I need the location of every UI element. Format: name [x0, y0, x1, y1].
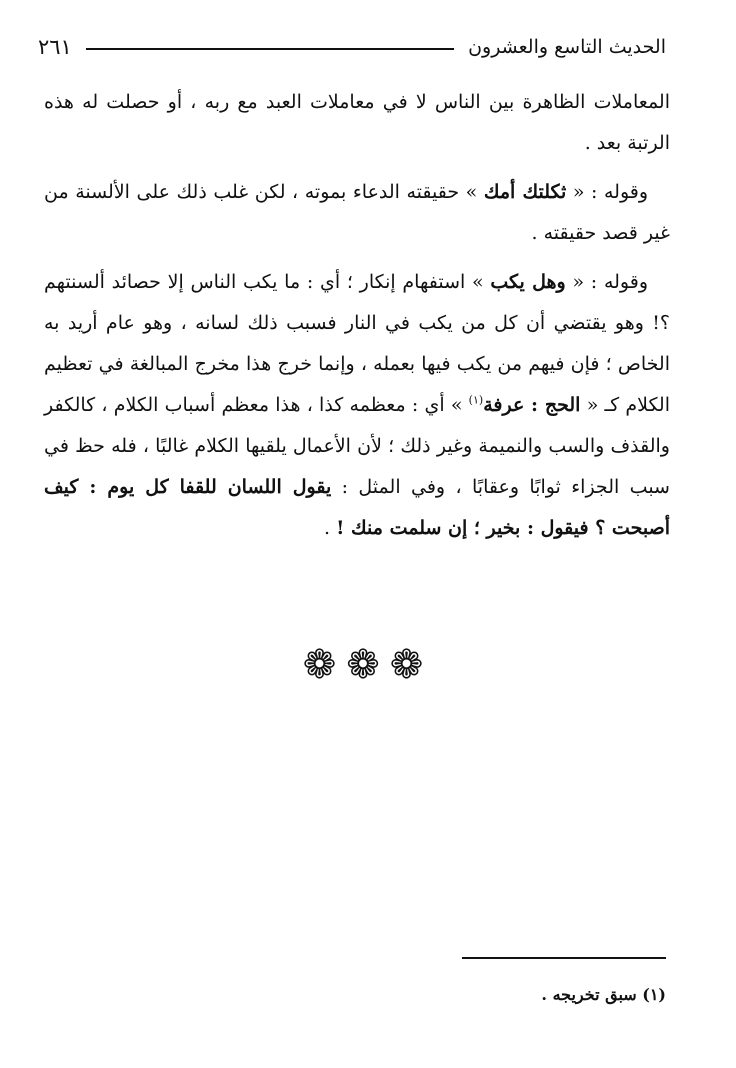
chapter-title: الحديث التاسع والعشرون: [468, 36, 666, 58]
paragraph-3-text: » أي : معظمه كذا ، هذا معظم أسباب الكلام ، كالكفر والقذف والسب والنميمة وغير ذلك ؛ لأن الأعمال يلقيها الكلام غالبًا ، فله حظ في سبب الجزاء ثوابًا وعقابًا ، وفي المثل :: [44, 394, 670, 498]
quoted-phrase: وهل يكب: [490, 271, 566, 293]
page-number: ٢٦١: [38, 35, 72, 59]
quoted-phrase: ثكلتك أمك: [483, 181, 567, 203]
running-header: [38, 30, 666, 64]
footnote-reference[interactable]: (١): [468, 393, 484, 407]
main-text: [44, 82, 670, 549]
footnote: (١) سبق تخريجه .: [541, 985, 666, 1004]
paragraph-1: المعاملات الظاهرة بين الناس لا في معاملات العبد مع ربه ، أو حصلت له هذه الرتبة بعد .: [44, 91, 670, 154]
paragraph-3-lead: وقوله : «: [572, 271, 648, 293]
paragraph-3-text: » استفهام إنكار ؛ أي : ما يكب الناس إلا حصائد ألسنتهم ؟! وهو يقتضي أن كل من يكب في النار فسبب ذلك لسانه ، وهو عام أريد به الخاص ؛ فإن فيهم من يكب فيها بعمله ، وإنما خرج هذا مخرج المبالغة في تعظيم الكلام كـ «: [44, 271, 671, 416]
section-ornament: ❁❁❁: [302, 642, 434, 688]
footnote-rule: [462, 957, 666, 959]
paragraph-2-rest: » حقيقته الدعاء بموته ، لكن غلب ذلك على الألسنة من غير قصد حقيقته .: [44, 181, 670, 244]
paragraph-2: [44, 172, 670, 254]
header-rule: [86, 48, 454, 50]
quoted-phrase: الحج : عرفة: [483, 394, 581, 416]
paragraph-3-end: .: [324, 517, 337, 539]
proverb: يقول اللسان للقفا كل يوم : كيف أصبحت ؟ فيقول : بخير ؛ إن سلمت منك !: [44, 476, 670, 539]
paragraph-3: [44, 262, 670, 549]
paragraph-2-lead: وقوله : «: [572, 181, 649, 203]
